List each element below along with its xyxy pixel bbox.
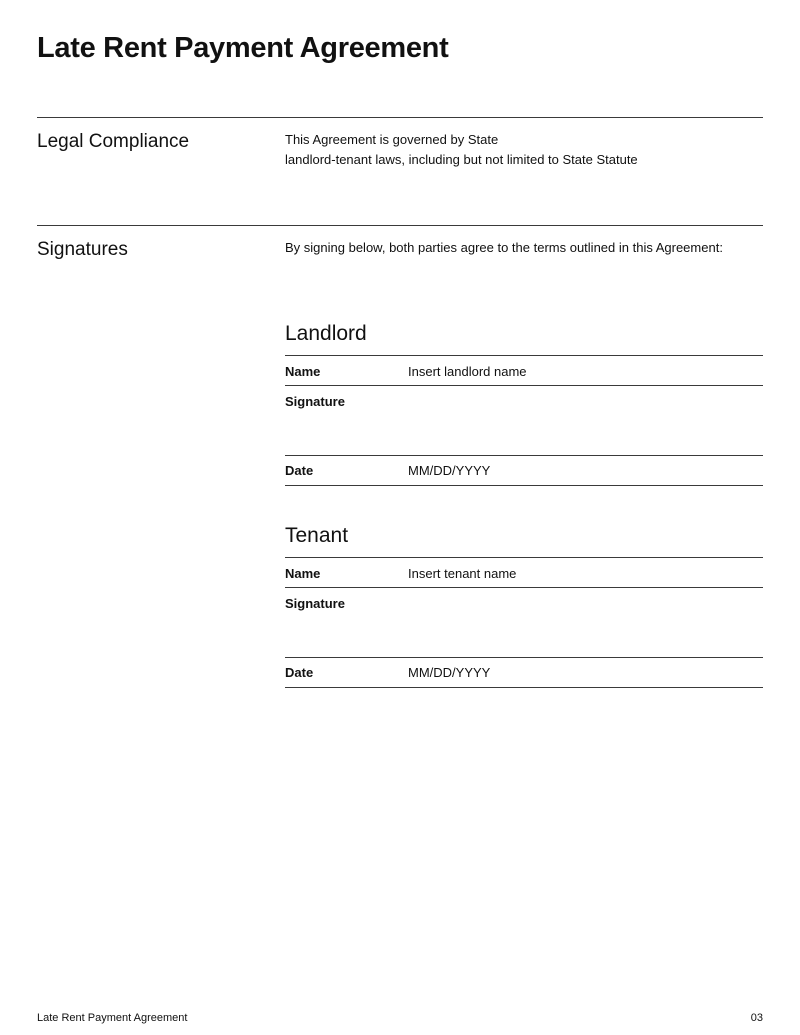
tenant-date-label: Date xyxy=(285,665,314,680)
tenant-name-field[interactable]: Insert tenant name xyxy=(408,566,517,581)
legal-compliance-heading: Legal Compliance xyxy=(37,131,190,152)
landlord-heading: Landlord xyxy=(285,322,367,345)
footer-document-name: Late Rent Payment Agreement xyxy=(37,1012,188,1024)
landlord-date-label: Date xyxy=(285,463,314,478)
legal-compliance-text xyxy=(285,130,763,170)
tenant-name-label: Name xyxy=(285,566,321,581)
page-title: Late Rent Payment Agreement xyxy=(37,32,449,64)
signatures-intro-text: By signing below, both parties agree to the terms outlined in this Agreement: xyxy=(285,240,723,255)
tenant-heading: Tenant xyxy=(285,524,349,547)
legal-compliance-line-1: This Agreement is governed by State xyxy=(285,132,499,147)
field-divider xyxy=(285,355,763,356)
landlord-signature-label: Signature xyxy=(285,394,345,409)
landlord-date-field[interactable]: MM/DD/YYYY xyxy=(408,463,491,478)
signatures-heading: Signatures xyxy=(37,239,128,260)
section-divider xyxy=(37,117,763,118)
field-divider xyxy=(285,455,763,456)
tenant-signature-field[interactable] xyxy=(408,588,763,656)
legal-compliance-line-2: landlord-tenant laws, including but not limited to State Statute xyxy=(285,152,638,167)
tenant-date-field[interactable]: MM/DD/YYYY xyxy=(408,665,491,680)
landlord-signature-field[interactable] xyxy=(408,386,763,454)
landlord-name-field[interactable]: Insert landlord name xyxy=(408,364,527,379)
signatures-intro xyxy=(285,238,763,258)
field-divider xyxy=(285,485,763,486)
field-divider xyxy=(285,657,763,658)
tenant-signature-label: Signature xyxy=(285,596,345,611)
landlord-name-label: Name xyxy=(285,364,321,379)
field-divider xyxy=(285,687,763,688)
section-divider xyxy=(37,225,763,226)
footer-page-number: 03 xyxy=(750,1012,763,1024)
field-divider xyxy=(285,557,763,558)
